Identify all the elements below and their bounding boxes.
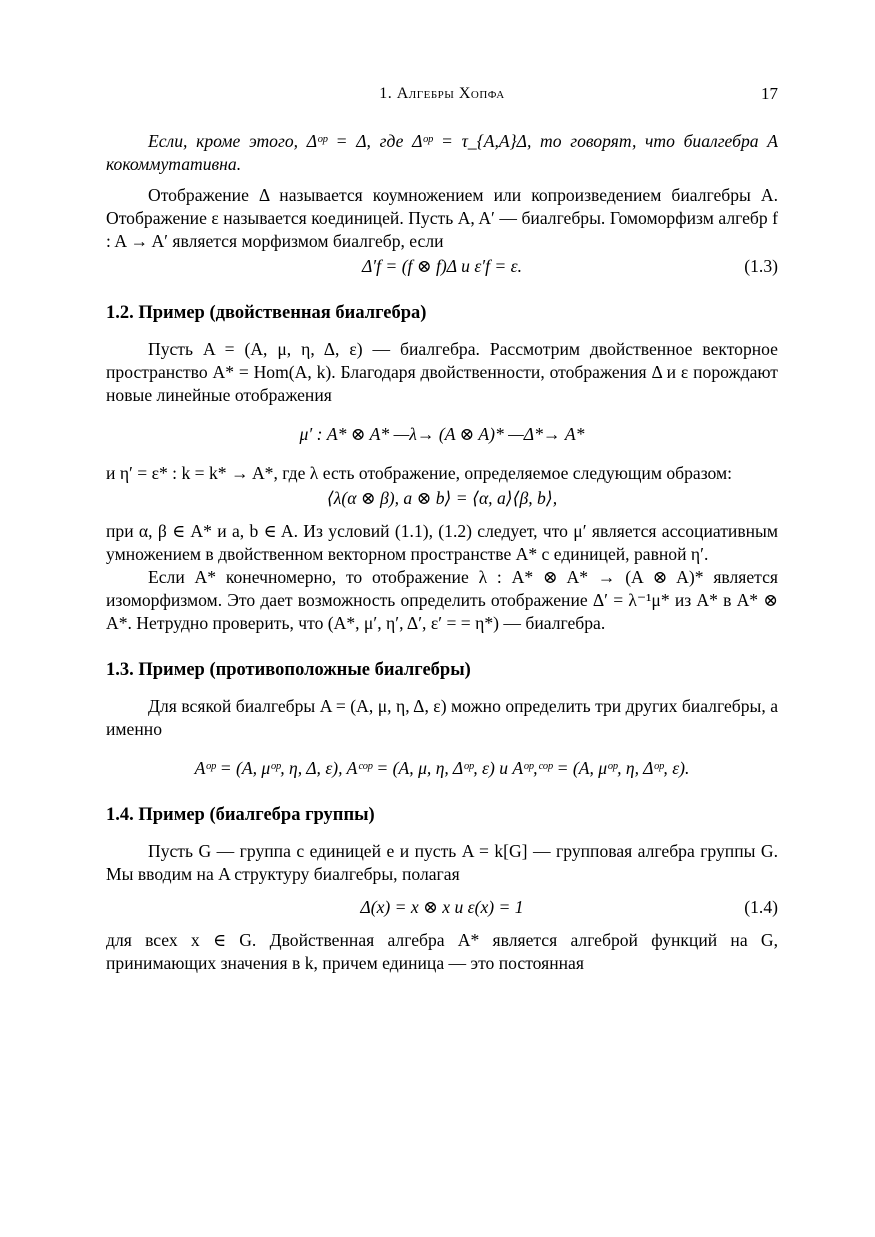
equation-number-1-4: (1.4) [744, 897, 778, 917]
paragraph-group-algebra: Пусть G — группа с единицей e и пусть A = k[G] — групповая алгебра группы G. Мы вводим на A структуру биалгебры, полагая [106, 841, 778, 884]
running-head [106, 82, 778, 106]
paragraph-opposite: Для всякой биалгебры A = (A, μ, η, Δ, ε) можно определить три других биалгебры, а именно [106, 696, 778, 739]
formula-opposite-bialgebras: Aᵒᵖ = (A, μᵒᵖ, η, Δ, ε), Aᶜᵒᵖ = (A, μ, η, Δᵒᵖ, ε) и Aᵒᵖ,ᶜᵒᵖ = (A, μᵒᵖ, η, Δᵒᵖ, ε). [194, 758, 690, 778]
section-heading-1-2: 1.2. Пример (двойственная биалгебра) [106, 303, 427, 323]
section-heading-1-3: 1.3. Пример (противоположные биалгебры) [106, 660, 471, 680]
formula-mu-prime: μ′ : A* ⊗ A* —λ→ (A ⊗ A)* —Δ*→ A* [299, 424, 585, 444]
paragraph-dual-space: Пусть A = (A, μ, η, Δ, ε) — биалгебра. Рассмотрим двойственное векторное пространство A* = Hom(A, k). Благодаря двойственности, отображения Δ и ε порождают новые линейные отображения [106, 339, 778, 405]
paragraph-finite-dimensional: Если A* конечномерно, то отображение λ : A* ⊗ A* → (A ⊗ A)* является изоморфизмом. Это дает возможность определить отображение Δ′ = λ⁻¹μ* из A* в A* ⊗ A*. Нетрудно проверить, что (A*, μ′, η′, Δ′, ε′ = = η*) — биалгебра. [106, 567, 778, 633]
section-heading-1-4: 1.4. Пример (биалгебра группы) [106, 805, 375, 825]
paragraph-comultiplication: Отображение Δ называется коумножением или копроизведением биалгебры A. Отображение ε называется коединицей. Пусть A, A′ — биалгебры. Гомоморфизм алгебр f : A → A′ является морфизмом биалгебр, если [106, 185, 778, 251]
paragraph-associative: при α, β ∈ A* и a, b ∈ A. Из условий (1.1), (1.2) следует, что μ′ является ассоциативным умножением в двойственном векторном пространстве A* с единицей, равной η′. [106, 521, 778, 564]
chapter-title: 1. Алгебры Хопфа [379, 85, 505, 102]
formula-lambda: ⟨λ(α ⊗ β), a ⊗ b⟩ = ⟨α, a⟩⟨β, b⟩, [326, 488, 558, 508]
paragraph-functions-on-group: для всех x ∈ G. Двойственная алгебра A* является алгеброй функций на G, принимающих значения в k, причем единица — это постоянная [106, 930, 778, 973]
equation-number-1-3: (1.3) [744, 256, 778, 276]
paragraph-eta-prime: и η′ = ε* : k = k* → A*, где λ есть отображение, определяемое следующим образом: [106, 463, 733, 483]
formula-1-4-body: Δ(x) = x ⊗ x и ε(x) = 1 [360, 897, 524, 917]
page-number: 17 [761, 84, 778, 103]
formula-1-4 [106, 896, 778, 919]
page [106, 82, 778, 975]
paragraph-cocommutative: Если, кроме этого, Δᵒᵖ = Δ, где Δᵒᵖ = τ_{A,A}Δ, то говорят, что биалгебра A кокоммутативна. [106, 131, 778, 174]
formula-1-3-body: Δ′f = (f ⊗ f)Δ и ε′f = ε. [361, 256, 523, 276]
formula-1-3 [106, 255, 778, 278]
